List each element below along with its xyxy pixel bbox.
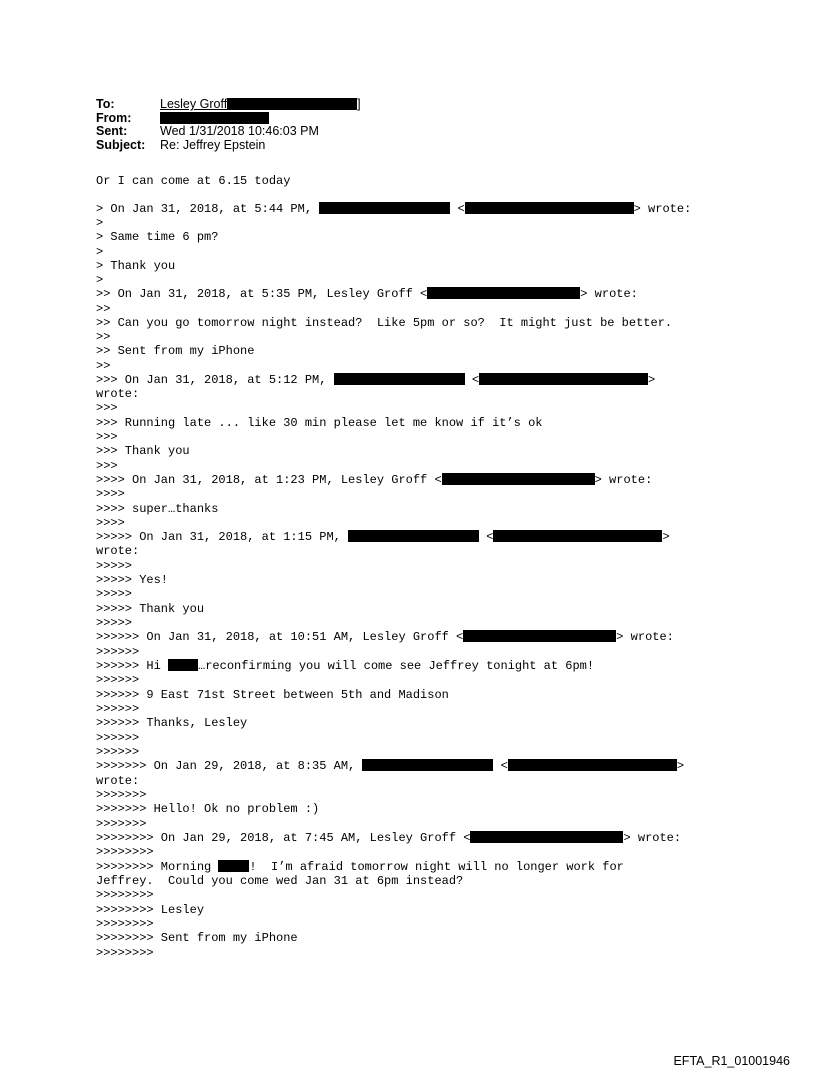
redaction-bar xyxy=(463,630,616,642)
redaction-bar xyxy=(319,202,450,214)
body-line: >>> Running late ... like 30 min please let me know if it’s ok xyxy=(96,416,543,430)
body-line: >>>>> Thank you xyxy=(96,602,205,616)
body-line: > Same time 6 pm? xyxy=(96,230,219,244)
redaction-bar xyxy=(160,112,269,124)
body-line: >>>>>>>> xyxy=(96,946,154,960)
redaction-bar xyxy=(508,759,677,771)
to-row xyxy=(96,98,361,112)
redaction-bar xyxy=(362,759,493,771)
body-line: >> xyxy=(96,359,111,373)
body-line: Or I can come at 6.15 today xyxy=(96,174,291,188)
body-line: >>>>>>>> Morning ! I’m afraid tomorrow night will no longer work for xyxy=(96,860,624,874)
body-line: >>>>>> 9 East 71st Street between 5th and Madison xyxy=(96,688,449,702)
body-line: >>>>> xyxy=(96,587,133,601)
redaction-bar xyxy=(479,373,648,385)
body-line: wrote: xyxy=(96,387,140,401)
redaction-bar xyxy=(470,831,623,843)
to-suffix: ] xyxy=(357,97,361,111)
body-line: wrote: xyxy=(96,774,140,788)
body-line: >>> xyxy=(96,459,118,473)
sent-row xyxy=(96,125,361,139)
quote-header: >>>>> On Jan 31, 2018, at 1:15 PM, < > xyxy=(96,530,670,544)
email-header xyxy=(96,98,361,152)
body-line: >>>> xyxy=(96,487,125,501)
subject-value: Re: Jeffrey Epstein xyxy=(160,137,266,152)
body-line: > xyxy=(96,245,104,259)
body-line: >>>>> Yes! xyxy=(96,573,169,587)
from-row xyxy=(96,112,361,126)
redaction-bar xyxy=(442,473,595,485)
body-line: wrote: xyxy=(96,544,140,558)
body-line: >>>>>>>> xyxy=(96,888,154,902)
redaction-bar xyxy=(348,530,479,542)
body-line: >>>>> xyxy=(96,616,133,630)
to-name: Lesley Groff xyxy=(160,97,228,111)
quote-header: >>>>>> On Jan 31, 2018, at 10:51 AM, Lesley Groff < > wrote: xyxy=(96,630,674,644)
redaction-bar xyxy=(465,202,634,214)
body-line: > xyxy=(96,216,104,230)
redaction-bar xyxy=(493,530,662,542)
body-line: >>>>>> xyxy=(96,731,140,745)
redaction-bar xyxy=(227,98,357,110)
quote-header: >>> On Jan 31, 2018, at 5:12 PM, < > xyxy=(96,373,656,387)
subject-row xyxy=(96,139,361,153)
redaction-bar xyxy=(334,373,465,385)
body-line: >>>>>>> xyxy=(96,817,147,831)
body-line: >>>>>>>> Sent from my iPhone xyxy=(96,931,298,945)
body-line: >>>>>>> xyxy=(96,788,147,802)
document-id: EFTA_R1_01001946 xyxy=(673,1054,790,1068)
quote-header: >>>>>>> On Jan 29, 2018, at 8:35 AM, < > xyxy=(96,759,685,773)
body-line: Jeffrey. Could you come wed Jan 31 at 6pm instead? xyxy=(96,874,464,888)
body-line: >>>> xyxy=(96,516,125,530)
quote-header: >>>> On Jan 31, 2018, at 1:23 PM, Lesley Groff < > wrote: xyxy=(96,473,653,487)
body-line: >>>>>> Thanks, Lesley xyxy=(96,716,248,730)
body-line: >>>>>>>> xyxy=(96,917,154,931)
body-line: >> xyxy=(96,302,111,316)
body-line: >>>>>>> Hello! Ok no problem :) xyxy=(96,802,320,816)
body-line: >>>> super…thanks xyxy=(96,502,219,516)
redaction-bar xyxy=(427,287,580,299)
subject-label: Subject: xyxy=(96,137,146,152)
body-line: >>> Thank you xyxy=(96,444,190,458)
body-line: >> xyxy=(96,330,111,344)
body-line: >>>>>>>> Lesley xyxy=(96,903,205,917)
body-line: >>>>>> xyxy=(96,645,140,659)
body-line: >> Sent from my iPhone xyxy=(96,344,255,358)
body-line: >>> xyxy=(96,401,118,415)
quote-header: >> On Jan 31, 2018, at 5:35 PM, Lesley Groff < > wrote: xyxy=(96,287,638,301)
body-line: >>>>>> xyxy=(96,702,140,716)
quote-header: >>>>>>>> On Jan 29, 2018, at 7:45 AM, Lesley Groff < > wrote: xyxy=(96,831,682,845)
body-line: >>>>>> xyxy=(96,745,140,759)
to-label: To: xyxy=(96,97,115,111)
redaction-bar xyxy=(218,860,249,872)
body-line: >>>>>> Hi …reconfirming you will come see Jeffrey tonight at 6pm! xyxy=(96,659,595,673)
body-line: >>>>>>>> xyxy=(96,845,154,859)
from-label: From: xyxy=(96,110,132,125)
redaction-bar xyxy=(168,659,198,671)
quote-header: > On Jan 31, 2018, at 5:44 PM, < > wrote: xyxy=(96,202,692,216)
body-line: >>> xyxy=(96,430,118,444)
body-line: >>>>>> xyxy=(96,673,140,687)
body-line: >> Can you go tomorrow night instead? Like 5pm or so? It might just be better. xyxy=(96,316,673,330)
body-line: > xyxy=(96,273,104,287)
sent-value: Wed 1/31/2018 10:46:03 PM xyxy=(160,124,319,138)
sent-label: Sent: xyxy=(96,124,128,138)
body-line: > Thank you xyxy=(96,259,176,273)
body-line: >>>>> xyxy=(96,559,133,573)
